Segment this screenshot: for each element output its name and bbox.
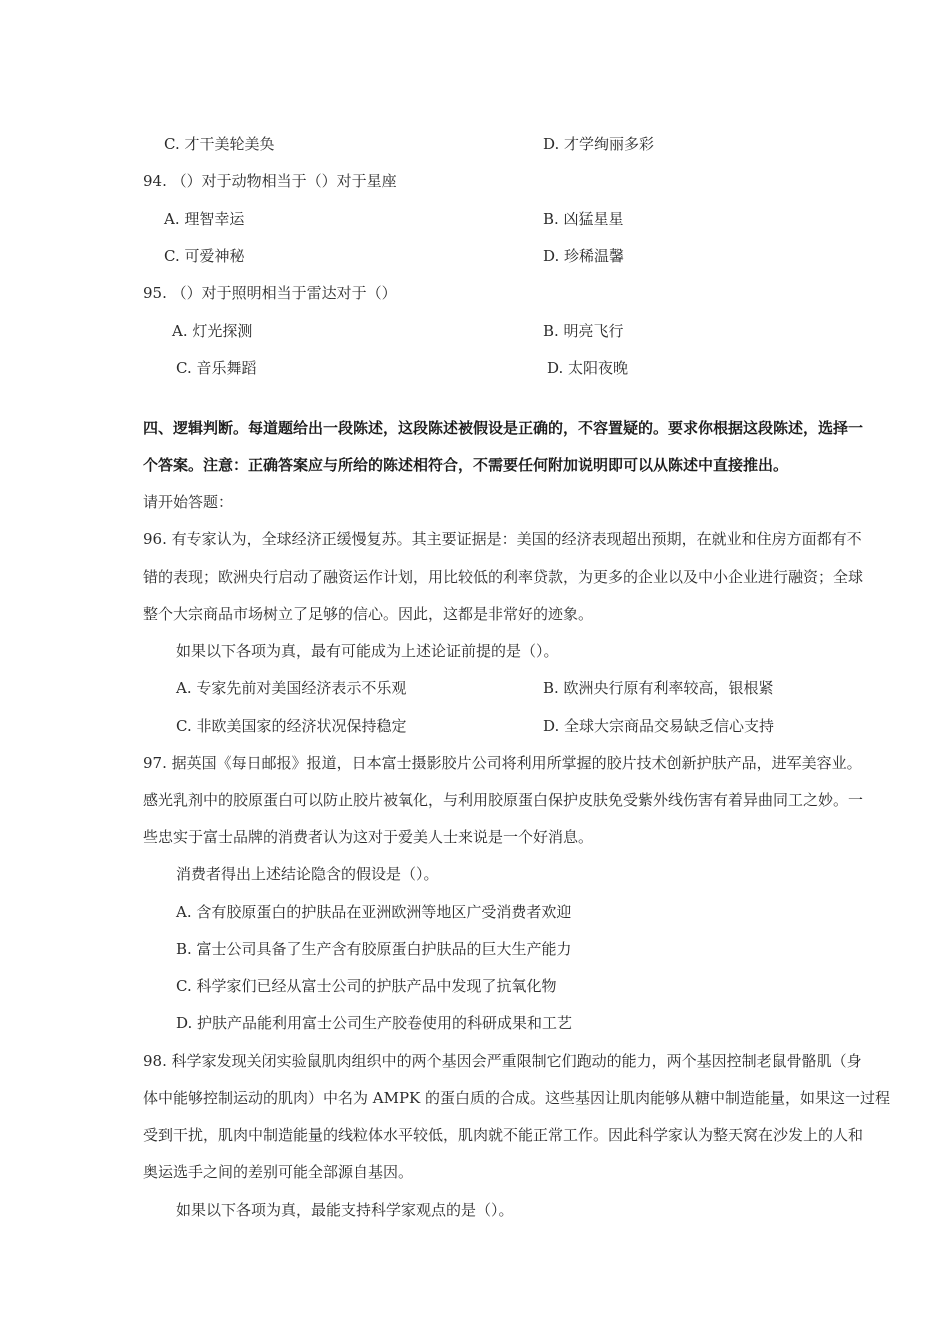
q98-text-line1: 98. 科学家发现关闭实验鼠肌肉组织中的两个基因会严重限制它们跑动的能力，两个基因控制老鼠骨骼肌（身 <box>143 1052 862 1070</box>
q97-option-c: C. 科学家们已经从富士公司的护肤产品中发现了抗氧化物 <box>176 977 557 995</box>
q97-option-a: A. 含有胶原蛋白的护肤品在亚洲欧洲等地区广受消费者欢迎 <box>176 903 572 921</box>
q93-option-d: D. 才学绚丽多彩 <box>543 135 655 153</box>
q95-option-c: C. 音乐舞蹈 <box>176 359 257 377</box>
q97-option-b: B. 富士公司具备了生产含有胶原蛋白护肤品的巨大生产能力 <box>176 940 572 958</box>
q95-option-a: A. 灯光探测 <box>172 322 253 340</box>
q97-option-d: D. 护肤产品能利用富士公司生产胶卷使用的科研成果和工艺 <box>176 1014 573 1032</box>
q96-text-line2: 错的表现；欧洲央行启动了融资运作计划，用比较低的利率贷款，为更多的企业以及中小企业进行融资；全球 <box>143 568 864 586</box>
section4-instruction-line2: 个答案。注意：正确答案应与所给的陈述相符合，不需要任何附加说明即可以从陈述中直接推出。 <box>143 456 789 474</box>
q97-prompt: 消费者得出上述结论隐含的假设是（）。 <box>176 865 439 883</box>
q97-text-line2: 感光乳剂中的胶原蛋白可以防止胶片被氧化，与利用胶原蛋白保护皮肤免受紫外线伤害有着异曲同工之妙。一 <box>143 791 864 809</box>
q93-option-c: C. 才干美轮美奂 <box>164 135 275 153</box>
q96-option-a: A. 专家先前对美国经济表示不乐观 <box>176 679 407 697</box>
q94-stem: 94. （）对于动物相当于（）对于星座 <box>143 172 397 190</box>
q95-option-d: D. 太阳夜晚 <box>547 359 629 377</box>
q96-option-c: C. 非欧美国家的经济状况保持稳定 <box>176 717 407 735</box>
q98-prompt: 如果以下各项为真，最能支持科学家观点的是（）。 <box>176 1201 514 1219</box>
section4-instruction-line1: 四、逻辑判断。每道题给出一段陈述，这段陈述被假设是正确的，不容置疑的。要求你根据这段陈述，选择一 <box>143 419 864 437</box>
q98-text-line4: 奥运选手之间的差别可能全部源自基因。 <box>143 1163 414 1181</box>
q96-text-line1: 96. 有专家认为，全球经济正缓慢复苏。其主要证据是：美国的经济表现超出预期，在就业和住房方面都有不 <box>143 530 862 548</box>
q94-option-b: B. 凶猛星星 <box>543 210 624 228</box>
q94-option-c: C. 可爱神秘 <box>164 247 245 265</box>
q95-option-b: B. 明亮飞行 <box>543 322 624 340</box>
q96-text-line3: 整个大宗商品市场树立了足够的信心。因此，这都是非常好的迹象。 <box>143 605 594 623</box>
q95-stem: 95. （）对于照明相当于雷达对于（） <box>143 284 397 302</box>
section4-start: 请开始答题： <box>143 493 234 511</box>
q96-prompt: 如果以下各项为真，最有可能成为上述论证前提的是（）。 <box>176 642 559 660</box>
q97-text-line1: 97. 据英国《每日邮报》报道，日本富士摄影胶片公司将利用所掌握的胶片技术创新护肤产品，进军美容业。 <box>143 754 862 772</box>
q97-text-line3: 些忠实于富士品牌的消费者认为这对于爱美人士来说是一个好消息。 <box>143 828 594 846</box>
q98-text-line3: 受到干扰，肌肉中制造能量的线粒体水平较低，肌肉就不能正常工作。因此科学家认为整天窝在沙发上的人和 <box>143 1126 864 1144</box>
q96-option-d: D. 全球大宗商品交易缺乏信心支持 <box>543 717 775 735</box>
q94-option-a: A. 理智幸运 <box>164 210 245 228</box>
q98-text-line2: 体中能够控制运动的肌肉）中名为 AMPK 的蛋白质的合成。这些基因让肌肉能够从糖中制造能量，如果这一过程 <box>143 1089 891 1107</box>
q96-option-b: B. 欧洲央行原有利率较高，银根紧 <box>543 679 774 697</box>
q94-option-d: D. 珍稀温馨 <box>543 247 625 265</box>
